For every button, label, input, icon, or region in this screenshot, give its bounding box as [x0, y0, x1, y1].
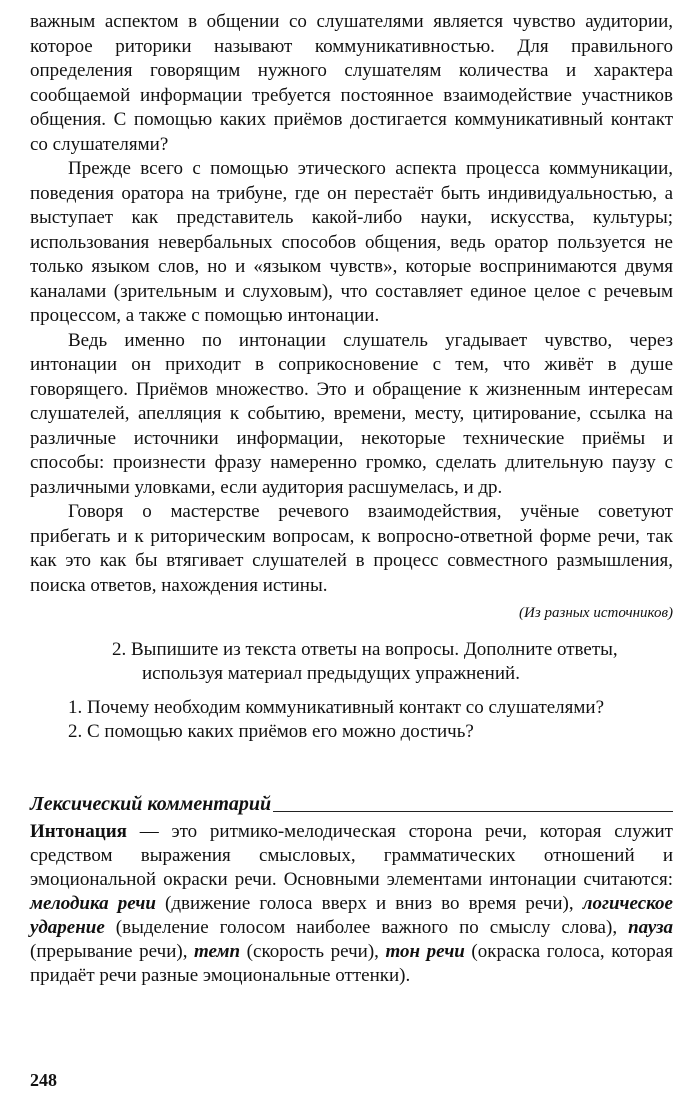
question-list [68, 696, 673, 744]
comment-text: (выделение голосом наиболее важного по смыслу слова), [104, 917, 629, 938]
heading-rule [273, 811, 673, 812]
comment-text: (движение голоса вверх и вниз во время речи), [155, 893, 583, 914]
paragraph-3: Ведь именно по интонации слушатель угадывает чувство, через интонации он приходит в соприкосновение с тем, что живёт в душе говорящего. Приёмов множество. Это и обращение к жизненным интересам слушателей, апелляция к событию, времени, месту, цитирование, ссылка на различные источники информации, некоторые технические приёмы и способы: произнести фразу намеренно громко, сделать длительную паузу с различными уловками, если аудитория расшумелась, и др. [30, 329, 673, 498]
question-item: 2. С помощью каких приёмов его можно достичь? [68, 720, 474, 742]
section-title: Лексический комментарий [30, 792, 272, 815]
comment-text: — это ритмико-мелодическая сторона речи, которая служит средством выражения смысловых, грамматических отношений и эмоциональной окраски речи. Основными элементами интонации считаются: [30, 821, 673, 890]
key-term: темп [194, 941, 241, 962]
key-term: пауза [628, 917, 673, 938]
page-content [30, 10, 673, 988]
comment-text: (скорость речи), [240, 941, 386, 962]
comment-text: (окраска голоса, которая придаёт речи разные эмоциональные оттенки). [30, 941, 673, 986]
source-attribution: (Из разных источников) [519, 605, 673, 621]
comment-text: (прерывание речи), [30, 941, 195, 962]
section-heading [30, 792, 673, 817]
lexical-comment [30, 820, 673, 988]
key-term: логическое ударение [30, 893, 673, 938]
question-item: 1. Почему необходим коммуникативный контакт со слушателями? [68, 696, 605, 718]
paragraph-2: Прежде всего с помощью этического аспекта процесса коммуникации, поведения оратора на трибуне, где он перестаёт быть индивидуальностью, а выступает как представитель какой-либо науки, искусства, культуры; использования невербальных способов общения, ведь оратор пользуется не только языком слов, но и «языком чувств», которые воспринимаются двумя каналами (зрительным и слуховым), что составляет единое целое с речевым процессом, а также с помощью интонации. [30, 158, 673, 326]
task-instruction: 2. Выпишите из текста ответы на вопросы. Дополните ответы, используя материал предыдущих упражнений. [112, 638, 618, 684]
term-intonation: Интонация [30, 821, 127, 842]
key-term: тон речи [385, 941, 465, 962]
key-term: мелодика речи [30, 893, 156, 914]
paragraph-1: важным аспектом в общении со слушателями является чувство аудитории, которое риторики называют коммуникативностью. Для правильного определения говорящим нужного слушателям количества и характера сообщаемой информации требуется постоянное взаимодействие участников общения. С помощью каких приёмов достигается коммуникативный контакт со слушателями? [30, 11, 673, 155]
page-number: 248 [30, 1070, 57, 1090]
paragraph-4: Говоря о мастерстве речевого взаимодействия, учёные советуют прибегать и к риторическим вопросам, к вопросно-ответной форме речи, так как это как бы втягивает слушателей в процесс совместного размышления, поиска ответов, нахождения истины. [30, 501, 673, 596]
